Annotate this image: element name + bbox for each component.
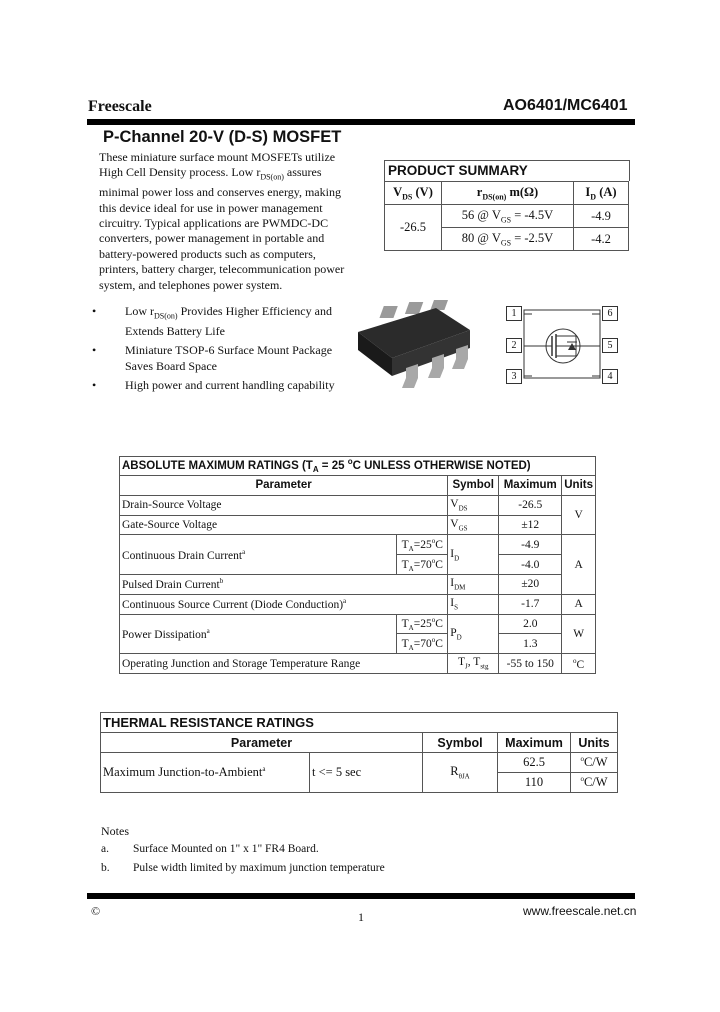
amr-param: Continuous Drain Current$^a$ xyxy=(120,535,397,575)
amr-max: 2.0 xyxy=(499,614,562,634)
amr-max: 1.3 xyxy=(499,634,562,654)
thermal-header-maximum: Maximum xyxy=(498,733,571,753)
feature-item: • Low $r_{DS(on)}$ Provides Higher Efficiency and Extends Battery Life xyxy=(92,304,332,338)
pin-1-label: 1 xyxy=(506,306,522,321)
ps-rds-row: 80 @ $V_{GS} = -2.5V$ xyxy=(442,228,574,251)
absolute-max-ratings-table xyxy=(119,456,596,674)
intro-line: system, and telephones power system. xyxy=(99,277,283,292)
product-summary xyxy=(384,160,630,251)
intro-line: battery-powered products such as computers, xyxy=(99,246,316,261)
brand-name: Freescale xyxy=(88,98,152,115)
thermal-symbol: $R_{\theta JA}$ xyxy=(423,753,498,793)
intro-line: converters, power management in portable and xyxy=(99,231,325,246)
header-rule xyxy=(87,119,635,125)
ps-header-vds: $V_{DS}$ (V) xyxy=(385,182,442,205)
note-b-label: b. xyxy=(101,862,110,874)
thermal-unit: $^o$C/W xyxy=(571,753,618,773)
pin-2-label: 2 xyxy=(506,338,522,353)
amr-symbol: $V_{DS}$ xyxy=(448,495,499,515)
amr-max: -4.0 xyxy=(499,555,562,575)
amr-title: ABSOLUTE MAXIMUM RATINGS ($T_A = 25$ $^o$C UNLESS OTHERWISE NOTED) xyxy=(120,457,596,476)
amr-condition: $T_A=25^oC$ xyxy=(397,614,448,634)
amr-header-units: Units xyxy=(562,476,596,496)
product-summary-title: PRODUCT SUMMARY xyxy=(384,160,630,181)
amr-param: Gate-Source Voltage xyxy=(120,515,448,535)
ps-id-value: -4.9 xyxy=(574,205,629,228)
amr-param: Pulsed Drain Current$^b$ xyxy=(120,574,448,594)
amr-max: ±12 xyxy=(499,515,562,535)
note-a-label: a. xyxy=(101,843,109,855)
pin-6-label: 6 xyxy=(602,306,618,321)
amr-condition: $T_A=70^oC$ xyxy=(397,634,448,654)
amr-condition: $T_A=70^oC$ xyxy=(397,555,448,575)
ps-id-value: -4.2 xyxy=(574,228,629,251)
page-title: P-Channel 20-V (D-S) MOSFET xyxy=(103,128,342,146)
amr-unit: $^o$C xyxy=(562,654,596,674)
amr-symbol: $I_S$ xyxy=(448,594,499,614)
intro-line: circuitry. Typical applications are PWMDC-DC xyxy=(99,216,329,231)
amr-max: -1.7 xyxy=(499,594,562,614)
amr-max: ±20 xyxy=(499,574,562,594)
pin-5-label: 5 xyxy=(602,338,618,353)
thermal-condition: t <= 5 sec xyxy=(310,753,423,793)
footer-rule xyxy=(87,893,635,899)
part-number: AO6401/MC6401 xyxy=(503,97,628,114)
product-summary-table xyxy=(384,181,629,251)
amr-symbol: $T_J$, $T_{stg}$ xyxy=(448,654,499,674)
amr-unit: A xyxy=(562,594,596,614)
feature-item: • High power and current handling capability xyxy=(92,378,335,393)
feature-item: • Miniature TSOP-6 Surface Mount Package Saves Board Space xyxy=(92,343,333,373)
thermal-unit: $^o$C/W xyxy=(571,773,618,793)
footer-url[interactable]: www.freescale.net.cn xyxy=(523,904,637,918)
pin-4-label: 4 xyxy=(602,369,618,384)
amr-unit: V xyxy=(562,495,596,535)
amr-param: Drain-Source Voltage xyxy=(120,495,448,515)
thermal-header-parameter: Parameter xyxy=(101,733,423,753)
intro-line: minimal power loss and conserves energy, making xyxy=(99,185,341,200)
thermal-header-symbol: Symbol xyxy=(423,733,498,753)
intro-paragraph xyxy=(99,150,359,293)
pin-3-label: 3 xyxy=(506,369,522,384)
thermal-param: Maximum Junction-to-Ambient$^a$ xyxy=(101,753,310,793)
intro-line: this device ideal for use in power management xyxy=(99,200,323,215)
thermal-title: THERMAL RESISTANCE RATINGS xyxy=(101,713,618,733)
feature-list xyxy=(92,304,352,393)
ps-vds-value: -26.5 xyxy=(385,205,442,251)
amr-unit: W xyxy=(562,614,596,654)
ps-rds-row: 56 @ $V_{GS} = -4.5V$ xyxy=(442,205,574,228)
intro-line: High Cell Density process. Low $r_{DS(on)}$ assures xyxy=(99,165,322,182)
amr-max: -55 to 150 xyxy=(499,654,562,674)
amr-header-parameter: Parameter xyxy=(120,476,448,496)
copyright-symbol: © xyxy=(91,904,101,918)
amr-symbol: $I_D$ xyxy=(448,535,499,575)
amr-header-symbol: Symbol xyxy=(448,476,499,496)
amr-symbol: $I_{DM}$ xyxy=(448,574,499,594)
ps-header-rds: $r_{DS(on)}$ m(Ω) xyxy=(442,182,574,205)
amr-condition: $T_A=25^oC$ xyxy=(397,535,448,555)
page-number: 1 xyxy=(358,910,364,924)
intro-line: printers, battery charger, telecommunication power xyxy=(99,262,345,277)
note-b-text: Pulse width limited by maximum junction temperature xyxy=(133,862,385,874)
notes-title: Notes xyxy=(101,824,129,838)
note-a-text: Surface Mounted on 1" x 1" FR4 Board. xyxy=(133,843,319,855)
thermal-header-units: Units xyxy=(571,733,618,753)
thermal-max: 62.5 xyxy=(498,753,571,773)
amr-symbol: $V_{GS}$ xyxy=(448,515,499,535)
thermal-resistance-table xyxy=(100,712,618,793)
amr-param: Continuous Source Current (Diode Conduction)$^a$ xyxy=(120,594,448,614)
ps-header-id: $I_D$ (A) xyxy=(574,182,629,205)
amr-param: Power Dissipation$^a$ xyxy=(120,614,397,654)
thermal-max: 110 xyxy=(498,773,571,793)
amr-max: -26.5 xyxy=(499,495,562,515)
amr-max: -4.9 xyxy=(499,535,562,555)
amr-header-maximum: Maximum xyxy=(499,476,562,496)
intro-line: These miniature surface mount MOSFETs utilize xyxy=(99,150,336,164)
package-image xyxy=(348,300,478,405)
amr-unit: A xyxy=(562,535,596,594)
amr-symbol: $P_D$ xyxy=(448,614,499,654)
pinout-diagram xyxy=(506,306,618,384)
amr-param: Operating Junction and Storage Temperature Range xyxy=(120,654,448,674)
